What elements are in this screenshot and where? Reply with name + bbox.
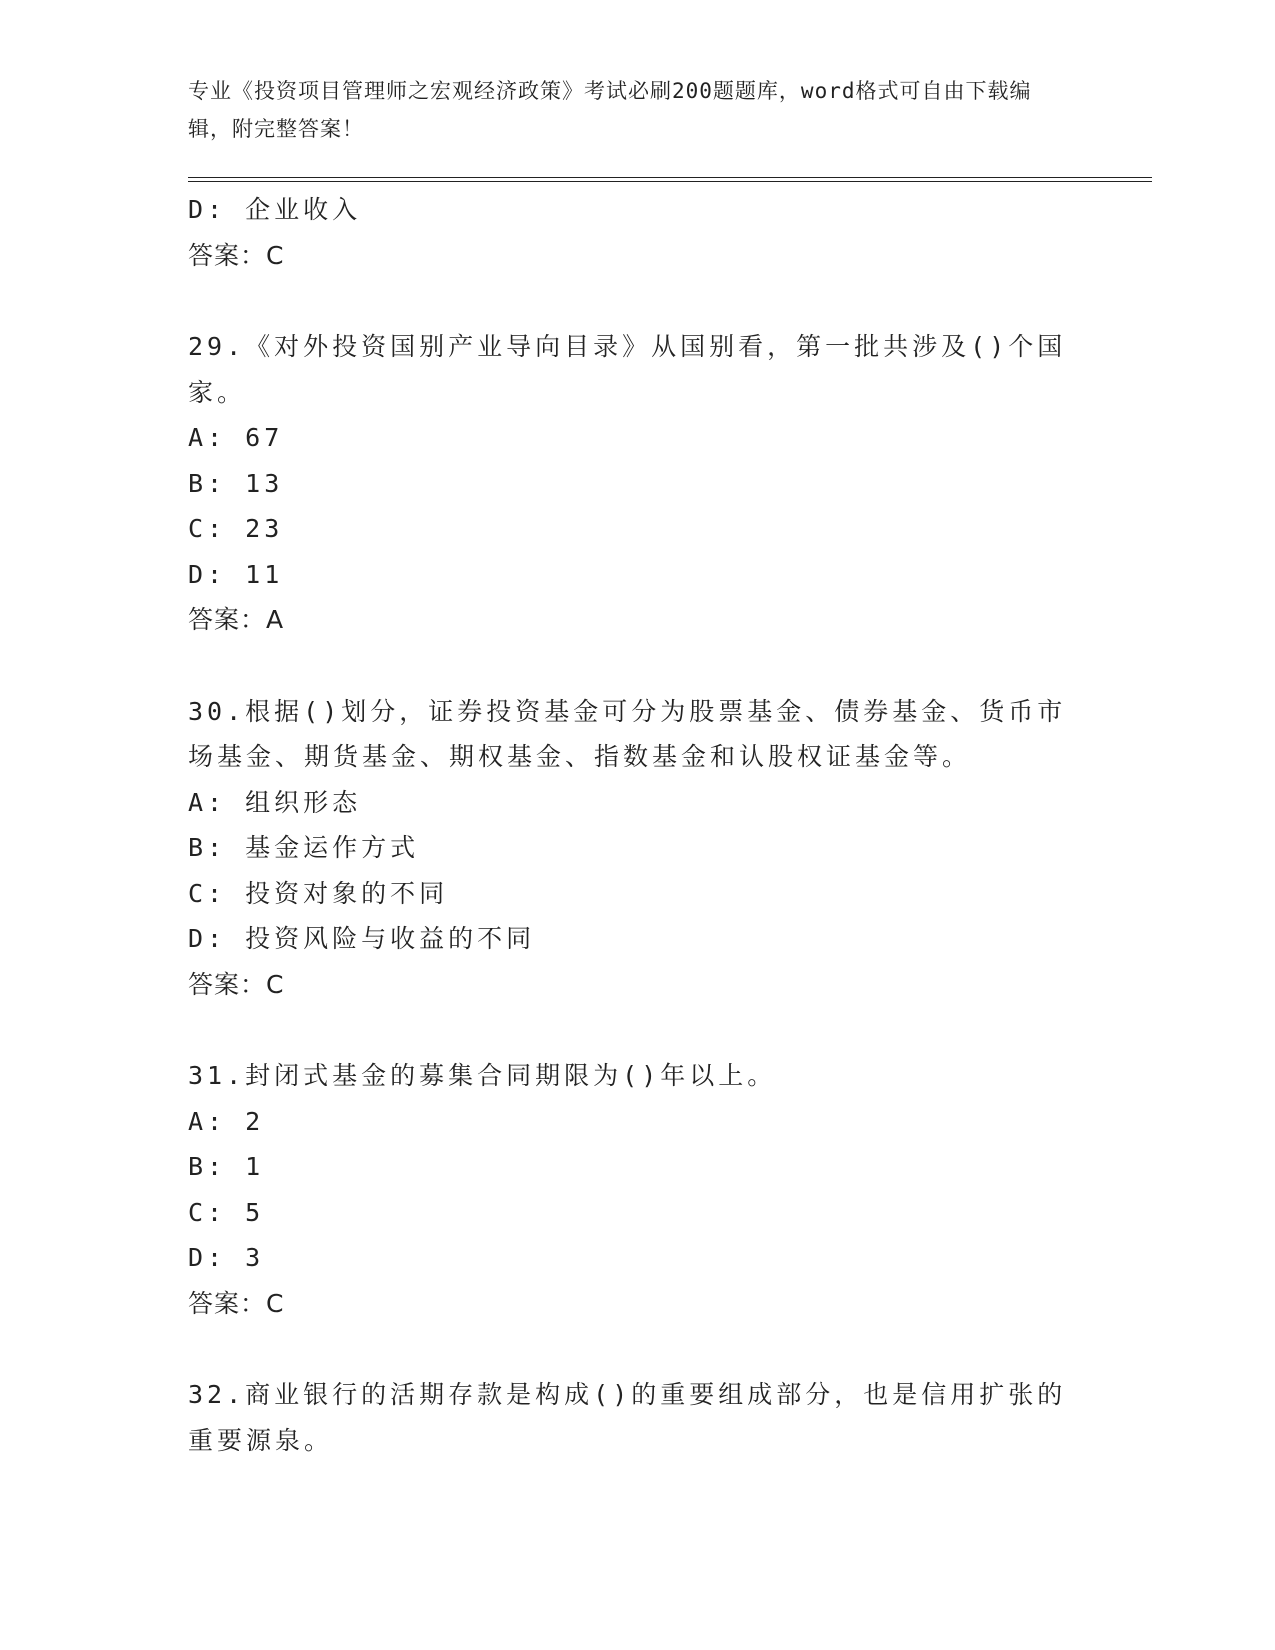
question-32	[188, 1372, 1088, 1463]
prev-answer: 答案：C	[188, 240, 285, 270]
option-d: D: 3	[188, 1243, 265, 1272]
question-29	[188, 324, 1088, 643]
question-31	[188, 1053, 1088, 1326]
option-a: A: 2	[188, 1106, 265, 1136]
option-d: D: 投资风险与收益的不同	[188, 924, 536, 953]
question-30	[188, 689, 1088, 1008]
header-divider-bottom	[188, 181, 1152, 182]
header-divider-top	[188, 177, 1152, 178]
question-text: 30.根据()划分，证券投资基金可分为股票基金、债券基金、货币市场基金、期货基金、期权基金、指数基金和认股权证基金等。	[188, 696, 1067, 771]
option-c: C: 23	[188, 514, 284, 543]
option-a: A: 67	[188, 423, 284, 452]
prev-option-d: D: 企业收入	[188, 195, 362, 224]
question-text: 32.商业银行的活期存款是构成()的重要组成部分，也是信用扩张的重要源泉。	[188, 1380, 1067, 1455]
question-text: 31.封闭式基金的募集合同期限为()年以上。	[188, 1061, 777, 1090]
option-b: B: 基金运作方式	[188, 833, 420, 862]
document-header: 专业《投资项目管理师之宏观经济政策》考试必刷200题题库，word格式可自由下载编辑，附完整答案！	[188, 79, 1032, 141]
answer: 答案：C	[188, 969, 285, 999]
question-text: 29.《对外投资国别产业导向目录》从国别看，第一批共涉及()个国家。	[188, 332, 1067, 407]
option-b: B: 13	[188, 468, 284, 498]
option-d: D: 11	[188, 559, 284, 589]
answer: 答案：A	[188, 605, 285, 634]
option-a: A: 组织形态	[188, 787, 362, 817]
answer: 答案：C	[188, 1288, 285, 1318]
option-c: C: 5	[188, 1197, 265, 1227]
option-b: B: 1	[188, 1152, 265, 1181]
option-c: C: 投资对象的不同	[188, 878, 449, 908]
question-list	[188, 187, 1088, 1463]
